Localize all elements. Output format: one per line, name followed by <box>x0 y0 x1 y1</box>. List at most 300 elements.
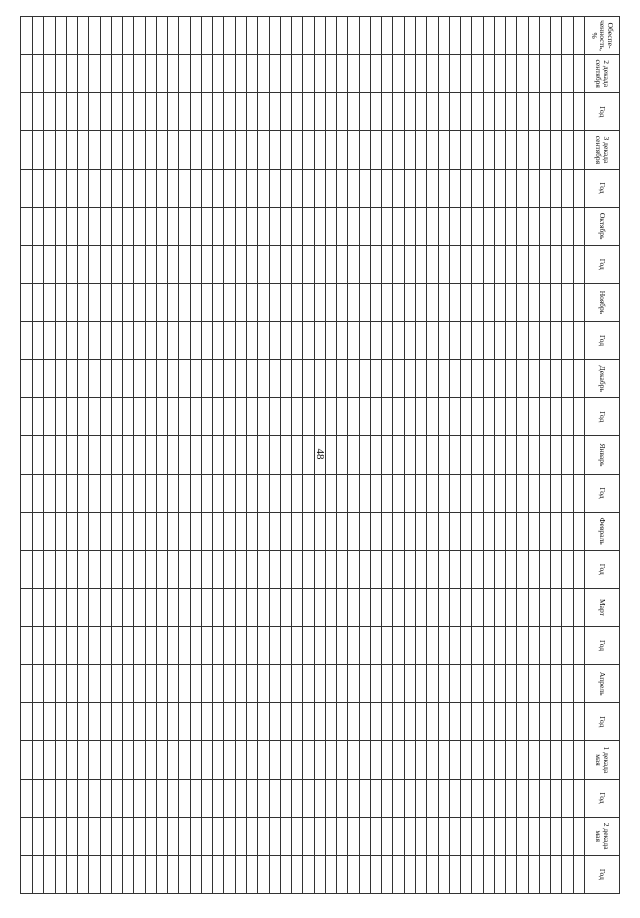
table-cell <box>201 550 212 588</box>
table-row <box>314 17 325 894</box>
table-cell <box>562 17 573 55</box>
table-cell <box>292 817 303 855</box>
table-cell <box>528 474 539 512</box>
table-cell <box>100 55 111 93</box>
table-row <box>179 17 190 894</box>
table-cell <box>427 855 438 893</box>
table-cell <box>337 817 348 855</box>
table-cell <box>573 627 584 665</box>
table-cell <box>258 93 269 131</box>
table-cell <box>55 665 66 703</box>
table-cell <box>404 588 415 626</box>
table-cell <box>44 207 55 245</box>
table-cell <box>449 169 460 207</box>
table-cell <box>224 245 235 283</box>
table-cell <box>123 474 134 512</box>
table-cell <box>156 322 167 360</box>
table-cell <box>427 436 438 474</box>
table-cell <box>235 741 246 779</box>
table-cell <box>32 512 43 550</box>
table-cell <box>156 588 167 626</box>
table-cell <box>179 17 190 55</box>
table-cell <box>269 436 280 474</box>
table-cell <box>506 588 517 626</box>
table-cell <box>100 474 111 512</box>
table-cell <box>280 779 291 817</box>
table-cell <box>494 855 505 893</box>
table-cell <box>179 741 190 779</box>
table-cell <box>438 436 449 474</box>
table-cell <box>247 55 258 93</box>
table-cell <box>517 283 528 321</box>
table-cell <box>359 436 370 474</box>
table-cell <box>213 627 224 665</box>
table-cell <box>190 588 201 626</box>
table-cell <box>562 55 573 93</box>
table-cell <box>359 131 370 169</box>
table-cell <box>190 322 201 360</box>
table-cell <box>325 283 336 321</box>
table-cell <box>89 855 100 893</box>
table-cell <box>168 855 179 893</box>
table-cell <box>506 665 517 703</box>
table-cell <box>258 283 269 321</box>
table-cell <box>551 779 562 817</box>
table-cell <box>416 627 427 665</box>
table-cell <box>32 17 43 55</box>
table-cell <box>145 55 156 93</box>
table-cell <box>168 169 179 207</box>
table-cell <box>44 512 55 550</box>
table-cell <box>89 55 100 93</box>
table-cell <box>506 398 517 436</box>
column-header: 2 декада сентября <box>585 55 620 93</box>
table-cell <box>156 512 167 550</box>
table-cell <box>359 474 370 512</box>
table-cell <box>179 93 190 131</box>
table-cell <box>32 207 43 245</box>
table-cell <box>168 665 179 703</box>
table-cell <box>201 665 212 703</box>
table-cell <box>78 245 89 283</box>
table-cell <box>359 93 370 131</box>
table-cell <box>55 474 66 512</box>
table-cell <box>562 588 573 626</box>
table-cell <box>370 779 381 817</box>
table-cell <box>573 55 584 93</box>
table-cell <box>21 322 33 360</box>
table-cell <box>21 55 33 93</box>
table-cell <box>472 398 483 436</box>
table-cell <box>111 93 122 131</box>
table-cell <box>359 855 370 893</box>
table-cell <box>66 322 77 360</box>
table-row <box>201 17 212 894</box>
table-cell <box>404 17 415 55</box>
table-cell <box>89 169 100 207</box>
table-cell <box>247 855 258 893</box>
table-cell <box>100 703 111 741</box>
column-header: 3 декада сентября <box>585 131 620 169</box>
table-cell <box>461 245 472 283</box>
table-cell <box>247 436 258 474</box>
table-cell <box>100 398 111 436</box>
table-row <box>382 17 393 894</box>
table-cell <box>145 398 156 436</box>
table-cell <box>145 588 156 626</box>
table-cell <box>89 17 100 55</box>
table-cell <box>551 360 562 398</box>
table-cell <box>416 93 427 131</box>
table-cell <box>235 207 246 245</box>
table-cell <box>472 169 483 207</box>
table-cell <box>562 627 573 665</box>
table-cell <box>134 436 145 474</box>
table-cell <box>190 93 201 131</box>
table-cell <box>78 703 89 741</box>
table-cell <box>517 93 528 131</box>
table-cell <box>359 779 370 817</box>
table-cell <box>213 169 224 207</box>
table-cell <box>539 512 550 550</box>
table-cell <box>449 474 460 512</box>
table-cell <box>247 360 258 398</box>
table-cell <box>404 169 415 207</box>
table-cell <box>100 855 111 893</box>
table-cell <box>145 93 156 131</box>
table-cell <box>506 360 517 398</box>
table-cell <box>461 703 472 741</box>
table-cell <box>55 169 66 207</box>
table-cell <box>89 512 100 550</box>
table-cell <box>44 474 55 512</box>
table-cell <box>348 665 359 703</box>
table-cell <box>224 17 235 55</box>
table-cell <box>438 398 449 436</box>
table-cell <box>179 550 190 588</box>
table-cell <box>483 322 494 360</box>
table-cell <box>573 588 584 626</box>
table-cell <box>123 817 134 855</box>
table-cell <box>427 779 438 817</box>
table-cell <box>190 512 201 550</box>
table-cell <box>404 207 415 245</box>
table-cell <box>269 207 280 245</box>
table-cell <box>370 588 381 626</box>
table-cell <box>404 398 415 436</box>
table-cell <box>314 398 325 436</box>
table-cell <box>393 131 404 169</box>
table-cell <box>427 817 438 855</box>
table-cell <box>247 93 258 131</box>
table-cell <box>179 627 190 665</box>
table-row <box>258 17 269 894</box>
table-cell <box>416 779 427 817</box>
table-cell <box>179 703 190 741</box>
table-cell <box>89 398 100 436</box>
table-cell <box>100 665 111 703</box>
table-cell <box>224 474 235 512</box>
table-cell <box>55 245 66 283</box>
table-cell <box>325 322 336 360</box>
table-cell <box>201 779 212 817</box>
table-cell <box>145 207 156 245</box>
table-cell <box>382 588 393 626</box>
table-cell <box>179 588 190 626</box>
table-cell <box>461 665 472 703</box>
table-cell <box>337 322 348 360</box>
table-cell <box>123 55 134 93</box>
table-cell <box>494 360 505 398</box>
table-cell <box>111 588 122 626</box>
table-cell <box>224 703 235 741</box>
table-cell <box>44 131 55 169</box>
table-cell <box>201 588 212 626</box>
table-row <box>145 17 156 894</box>
table-cell <box>247 131 258 169</box>
table-cell <box>55 207 66 245</box>
table-cell <box>213 322 224 360</box>
table-row <box>539 17 550 894</box>
table-cell <box>269 55 280 93</box>
column-header: Январь <box>585 436 620 474</box>
table-cell <box>506 550 517 588</box>
table-cell <box>483 550 494 588</box>
table-cell <box>179 855 190 893</box>
table-cell <box>393 627 404 665</box>
table-cell <box>168 436 179 474</box>
table-cell <box>235 436 246 474</box>
table-cell <box>573 665 584 703</box>
table-cell <box>269 245 280 283</box>
table-cell <box>359 322 370 360</box>
table-cell <box>573 93 584 131</box>
table-cell <box>314 283 325 321</box>
table-cell <box>156 436 167 474</box>
table-cell <box>483 665 494 703</box>
table-cell <box>78 512 89 550</box>
table-cell <box>562 131 573 169</box>
table-cell <box>438 245 449 283</box>
table-cell <box>506 245 517 283</box>
table-cell <box>325 360 336 398</box>
table-cell <box>89 817 100 855</box>
table-cell <box>461 474 472 512</box>
table-cell <box>213 588 224 626</box>
table-cell <box>258 474 269 512</box>
table-cell <box>134 169 145 207</box>
table-cell <box>472 588 483 626</box>
table-cell <box>449 741 460 779</box>
table-cell <box>89 588 100 626</box>
table-cell <box>449 322 460 360</box>
table-cell <box>382 855 393 893</box>
table-cell <box>156 817 167 855</box>
column-header: Декабрь <box>585 360 620 398</box>
table-cell <box>258 817 269 855</box>
table-cell <box>145 855 156 893</box>
table-cell <box>78 398 89 436</box>
table-cell <box>190 817 201 855</box>
table-cell <box>539 55 550 93</box>
table-row <box>517 17 528 894</box>
table-cell <box>404 322 415 360</box>
table-cell <box>190 245 201 283</box>
table-cell <box>235 512 246 550</box>
table-cell <box>89 741 100 779</box>
table-cell <box>404 474 415 512</box>
table-cell <box>449 131 460 169</box>
table-cell <box>55 512 66 550</box>
table-cell <box>551 93 562 131</box>
table-cell <box>292 245 303 283</box>
table-cell <box>201 360 212 398</box>
table-cell <box>551 131 562 169</box>
table-cell <box>292 474 303 512</box>
table-cell <box>427 131 438 169</box>
table-cell <box>55 17 66 55</box>
table-cell <box>337 855 348 893</box>
table-cell <box>416 131 427 169</box>
table-cell <box>213 17 224 55</box>
table-cell <box>156 17 167 55</box>
table-cell <box>427 627 438 665</box>
table-cell <box>201 703 212 741</box>
table-cell <box>179 512 190 550</box>
table-cell <box>280 360 291 398</box>
table-cell <box>449 398 460 436</box>
table-cell <box>449 207 460 245</box>
table-cell <box>314 817 325 855</box>
table-cell <box>382 55 393 93</box>
table-cell <box>123 779 134 817</box>
table-cell <box>314 360 325 398</box>
table-cell <box>551 17 562 55</box>
table-cell <box>517 322 528 360</box>
table-cell <box>472 17 483 55</box>
table-cell <box>168 360 179 398</box>
table-cell <box>179 207 190 245</box>
table-cell <box>32 169 43 207</box>
table-cell <box>44 436 55 474</box>
table-cell <box>517 665 528 703</box>
table-cell <box>235 169 246 207</box>
rotated-table-frame <box>20 16 620 894</box>
table-cell <box>404 93 415 131</box>
table-cell <box>506 55 517 93</box>
table-cell <box>224 779 235 817</box>
table-cell <box>21 627 33 665</box>
table-cell <box>100 550 111 588</box>
table-cell <box>213 207 224 245</box>
table-cell <box>213 665 224 703</box>
table-cell <box>528 665 539 703</box>
table-cell <box>562 703 573 741</box>
table-cell <box>190 779 201 817</box>
table-cell <box>78 550 89 588</box>
table-cell <box>472 703 483 741</box>
table-cell <box>145 283 156 321</box>
table-cell <box>517 245 528 283</box>
table-cell <box>337 588 348 626</box>
table-cell <box>100 779 111 817</box>
table-cell <box>562 245 573 283</box>
table-cell <box>292 322 303 360</box>
table-cell <box>134 398 145 436</box>
table-cell <box>325 169 336 207</box>
table-cell <box>224 360 235 398</box>
table-cell <box>123 665 134 703</box>
table-cell <box>258 665 269 703</box>
table-cell <box>438 474 449 512</box>
table-cell <box>314 588 325 626</box>
table-row <box>506 17 517 894</box>
table-cell <box>382 779 393 817</box>
table-cell <box>506 627 517 665</box>
table-cell <box>494 512 505 550</box>
table-cell <box>247 283 258 321</box>
table-cell <box>134 474 145 512</box>
table-cell <box>438 665 449 703</box>
table-cell <box>359 703 370 741</box>
table-cell <box>449 588 460 626</box>
table-cell <box>573 779 584 817</box>
table-cell <box>438 817 449 855</box>
table-cell <box>494 17 505 55</box>
table-cell <box>55 360 66 398</box>
table-cell <box>32 131 43 169</box>
table-cell <box>280 436 291 474</box>
table-cell <box>359 627 370 665</box>
table-cell <box>168 588 179 626</box>
table-cell <box>314 55 325 93</box>
table-cell <box>314 665 325 703</box>
table-cell <box>213 398 224 436</box>
table-cell <box>472 207 483 245</box>
table-cell <box>100 245 111 283</box>
table-cell <box>145 817 156 855</box>
table-cell <box>348 627 359 665</box>
table-cell <box>562 741 573 779</box>
table-cell <box>201 741 212 779</box>
table-cell <box>562 283 573 321</box>
table-cell <box>235 131 246 169</box>
table-cell <box>303 779 314 817</box>
table-cell <box>348 436 359 474</box>
table-cell <box>325 588 336 626</box>
table-cell <box>190 550 201 588</box>
table-cell <box>66 207 77 245</box>
table-cell <box>506 322 517 360</box>
table-cell <box>303 283 314 321</box>
table-cell <box>517 779 528 817</box>
table-cell <box>472 360 483 398</box>
table-cell <box>314 550 325 588</box>
table-cell <box>145 322 156 360</box>
table-cell <box>213 512 224 550</box>
table-cell <box>235 550 246 588</box>
table-cell <box>89 627 100 665</box>
table-cell <box>100 360 111 398</box>
table-cell <box>494 665 505 703</box>
table-cell <box>190 741 201 779</box>
table-cell <box>280 93 291 131</box>
table-cell <box>416 817 427 855</box>
table-cell <box>258 131 269 169</box>
table-cell <box>190 131 201 169</box>
table-cell <box>303 512 314 550</box>
table-cell <box>66 245 77 283</box>
